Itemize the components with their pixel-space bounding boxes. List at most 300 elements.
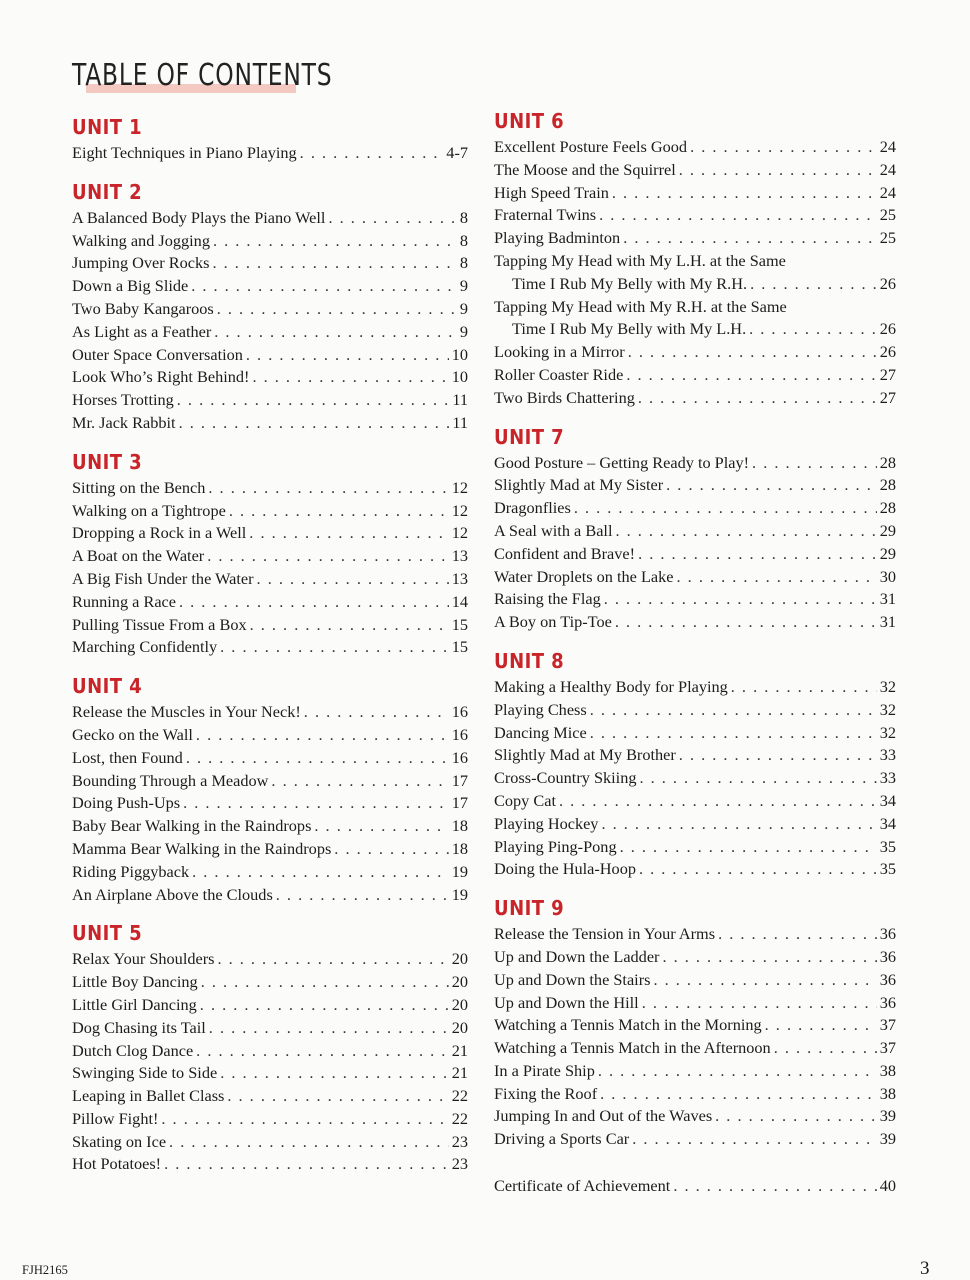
toc-entry[interactable] bbox=[494, 543, 896, 566]
toc-entry[interactable] bbox=[72, 298, 468, 321]
toc-entry-page: 18 bbox=[451, 838, 468, 858]
toc-entry-page: 34 bbox=[879, 813, 896, 833]
dot-leader bbox=[213, 230, 457, 253]
toc-left-column bbox=[72, 112, 468, 1188]
toc-entry[interactable] bbox=[72, 366, 468, 389]
toc-entry-page: 33 bbox=[879, 745, 896, 765]
unit-section bbox=[494, 106, 896, 410]
toc-entry-title: Up and Down the Ladder bbox=[494, 946, 660, 966]
dot-leader bbox=[217, 298, 457, 321]
toc-entry-title: A Balanced Body Plays the Piano Well bbox=[72, 207, 326, 227]
toc-entry-title: Doing Push-Ups bbox=[72, 793, 181, 813]
toc-entry-title: Playing Chess bbox=[494, 699, 587, 719]
toc-entry[interactable] bbox=[72, 568, 468, 591]
dot-leader bbox=[632, 1128, 877, 1151]
toc-entry[interactable] bbox=[72, 389, 468, 412]
toc-entry[interactable] bbox=[494, 836, 896, 859]
dot-leader bbox=[731, 676, 877, 699]
dot-leader bbox=[673, 1175, 876, 1198]
dot-leader bbox=[229, 500, 449, 523]
toc-entry-title: Jumping Over Rocks bbox=[72, 253, 210, 273]
toc-entry-title: Walking on a Tightrope bbox=[72, 500, 226, 520]
toc-entry[interactable] bbox=[72, 770, 468, 793]
dot-leader bbox=[690, 136, 877, 159]
toc-entry-title: Riding Piggyback bbox=[72, 861, 190, 881]
toc-entry[interactable] bbox=[494, 474, 896, 497]
toc-entry-page: 26 bbox=[879, 342, 896, 362]
certificate-title: Certificate of Achievement bbox=[494, 1176, 671, 1196]
toc-entry-page: 32 bbox=[879, 722, 896, 742]
dot-leader bbox=[207, 545, 448, 568]
toc-entry[interactable] bbox=[494, 204, 896, 227]
toc-entry[interactable] bbox=[494, 1128, 896, 1151]
toc-entry-title: Two Baby Kangaroos bbox=[72, 298, 214, 318]
toc-entry[interactable] bbox=[494, 767, 896, 790]
unit-section bbox=[72, 112, 468, 165]
dot-leader bbox=[679, 159, 877, 182]
toc-entry-page: 37 bbox=[879, 1038, 896, 1058]
dot-leader bbox=[212, 252, 456, 275]
toc-entry-page: 19 bbox=[451, 861, 468, 881]
dot-leader bbox=[217, 948, 448, 971]
toc-entry-page: 36 bbox=[879, 969, 896, 989]
dot-leader bbox=[314, 815, 448, 838]
dot-leader bbox=[220, 1062, 449, 1085]
toc-entry-title: Jumping In and Out of the Waves bbox=[494, 1106, 713, 1126]
toc-entry-page: 15 bbox=[451, 614, 468, 634]
dot-leader bbox=[639, 858, 877, 881]
toc-entry[interactable] bbox=[72, 1040, 468, 1063]
toc-entry[interactable] bbox=[72, 545, 468, 568]
toc-entry-page: 23 bbox=[451, 1154, 468, 1174]
dot-leader bbox=[601, 813, 876, 836]
toc-entry[interactable] bbox=[72, 207, 468, 230]
toc-entry[interactable] bbox=[72, 500, 468, 523]
catalog-code: FJH2165 bbox=[22, 1263, 68, 1277]
dot-leader bbox=[201, 971, 449, 994]
toc-entry[interactable] bbox=[494, 858, 896, 881]
toc-entry-title: Mamma Bear Walking in the Raindrops bbox=[72, 838, 332, 858]
toc-entry-title: Copy Cat bbox=[494, 790, 556, 810]
toc-entry-page: 33 bbox=[879, 768, 896, 788]
toc-entry-title: Hot Potatoes! bbox=[72, 1154, 162, 1174]
toc-entry-title: Eight Techniques in Piano Playing bbox=[72, 143, 297, 162]
toc-entry-page: 24 bbox=[879, 159, 896, 179]
toc-entry-title: Pillow Fight! bbox=[72, 1108, 159, 1128]
toc-entry[interactable] bbox=[72, 1108, 468, 1131]
toc-entry[interactable] bbox=[72, 591, 468, 614]
toc-entry-page: 8 bbox=[459, 253, 468, 273]
unit-heading: UNIT 8 bbox=[494, 648, 565, 673]
toc-entry-title: Little Boy Dancing bbox=[72, 972, 198, 992]
dot-leader bbox=[227, 1085, 448, 1108]
dot-leader bbox=[250, 614, 449, 637]
toc-entry[interactable] bbox=[72, 884, 468, 907]
dot-leader bbox=[638, 543, 877, 566]
toc-entry[interactable] bbox=[72, 1131, 468, 1154]
toc-entry[interactable] bbox=[494, 946, 896, 969]
dot-leader bbox=[600, 1083, 877, 1106]
toc-entry[interactable] bbox=[494, 136, 896, 159]
toc-entry-page: 16 bbox=[451, 724, 468, 744]
toc-entry[interactable] bbox=[494, 273, 896, 296]
toc-entry-page: 39 bbox=[879, 1106, 896, 1126]
toc-entry[interactable] bbox=[72, 344, 468, 367]
toc-entry[interactable] bbox=[494, 497, 896, 520]
dot-leader bbox=[183, 792, 449, 815]
dot-leader bbox=[765, 1014, 877, 1037]
toc-entry[interactable] bbox=[72, 1017, 468, 1040]
toc-entry-page: 18 bbox=[451, 816, 468, 836]
toc-entry-title: A Boy on Tip-Toe bbox=[494, 612, 612, 632]
unit-heading: UNIT 3 bbox=[72, 449, 143, 474]
toc-entry-page: 38 bbox=[879, 1060, 896, 1080]
toc-entry-title: Playing Badminton bbox=[494, 228, 621, 248]
toc-entry[interactable] bbox=[72, 838, 468, 861]
toc-entry-title: Up and Down the Hill bbox=[494, 992, 639, 1012]
dot-leader bbox=[192, 861, 449, 884]
toc-entry-title: Cross-Country Skiing bbox=[494, 768, 637, 788]
toc-entry-title: Dancing Mice bbox=[494, 722, 587, 742]
toc-entry-title: Walking and Jogging bbox=[72, 230, 210, 250]
unit-section bbox=[494, 893, 896, 1151]
toc-entry-title-line1: Tapping My Head with My R.H. at the Same bbox=[494, 296, 787, 316]
toc-entry-page: 17 bbox=[451, 770, 468, 790]
dot-leader bbox=[271, 770, 448, 793]
dot-leader bbox=[334, 838, 448, 861]
toc-entry-title: Dutch Clog Dance bbox=[72, 1040, 194, 1060]
toc-entry-page: 9 bbox=[459, 298, 468, 318]
page-number: 3 bbox=[920, 1258, 930, 1279]
dot-leader bbox=[304, 701, 449, 724]
toc-entry-page: 21 bbox=[451, 1063, 468, 1083]
toc-entry-title: Bounding Through a Meadow bbox=[72, 770, 269, 790]
toc-entry-page: 26 bbox=[879, 273, 896, 293]
dot-leader bbox=[196, 724, 449, 747]
page-title: TABLE OF CONTENTS bbox=[72, 58, 333, 93]
toc-entry[interactable] bbox=[72, 724, 468, 747]
toc-entry-title: Confident and Brave! bbox=[494, 543, 636, 563]
toc-entry-title: Pulling Tissue From a Box bbox=[72, 614, 247, 634]
dot-leader bbox=[666, 474, 877, 497]
toc-entry[interactable] bbox=[494, 676, 896, 699]
toc-entry-title: As Light as a Feather bbox=[72, 321, 212, 341]
toc-entry-title: Leaping in Ballet Class bbox=[72, 1086, 225, 1106]
toc-entry[interactable] bbox=[72, 1153, 468, 1176]
toc-entry-title: Relax Your Shoulders bbox=[72, 949, 215, 969]
unit-heading: UNIT 2 bbox=[72, 179, 143, 204]
toc-entry-page: 28 bbox=[879, 452, 896, 472]
toc-entry[interactable] bbox=[72, 948, 468, 971]
dot-leader bbox=[169, 1131, 449, 1154]
dot-leader bbox=[749, 318, 877, 341]
dot-leader bbox=[774, 1037, 877, 1060]
toc-entry-page: 23 bbox=[451, 1131, 468, 1151]
toc-entry-page: 12 bbox=[451, 500, 468, 520]
toc-entry[interactable] bbox=[494, 699, 896, 722]
toc-entry[interactable] bbox=[72, 142, 468, 165]
toc-entry-title: Good Posture – Getting Ready to Play! bbox=[494, 452, 750, 472]
toc-entry-title: Look Who’s Right Behind! bbox=[72, 367, 250, 387]
toc-entry-page: 15 bbox=[451, 637, 468, 657]
toc-entry-page: 31 bbox=[879, 589, 896, 609]
toc-entry-title: Watching a Tennis Match in the Afternoon bbox=[494, 1038, 771, 1058]
toc-entry[interactable] bbox=[72, 701, 468, 724]
toc-entry-page: 11 bbox=[452, 390, 468, 410]
toc-entry[interactable] bbox=[72, 477, 468, 500]
toc-entry[interactable] bbox=[494, 227, 896, 250]
dot-leader bbox=[209, 1017, 449, 1040]
toc-entry[interactable] bbox=[494, 969, 896, 992]
toc-entry[interactable] bbox=[72, 792, 468, 815]
toc-entry-title-line1: Tapping My Head with My L.H. at the Same bbox=[494, 250, 786, 270]
toc-entry[interactable] bbox=[494, 387, 896, 410]
toc-entry-title: Time I Rub My Belly with My R.H. bbox=[512, 273, 748, 293]
dot-leader bbox=[191, 275, 457, 298]
toc-entry[interactable] bbox=[494, 1037, 896, 1060]
toc-entry[interactable] bbox=[494, 992, 896, 1015]
dot-leader bbox=[249, 522, 448, 545]
toc-entry-page: 38 bbox=[879, 1083, 896, 1103]
toc-entry-title: Dog Chasing its Tail bbox=[72, 1017, 206, 1037]
unit-heading: UNIT 5 bbox=[72, 921, 143, 946]
toc-entry[interactable] bbox=[494, 1083, 896, 1106]
toc-entry[interactable] bbox=[72, 994, 468, 1017]
toc-entry[interactable] bbox=[72, 522, 468, 545]
dot-leader bbox=[179, 412, 450, 435]
toc-entry-page: 19 bbox=[451, 884, 468, 904]
dot-leader bbox=[677, 566, 877, 589]
toc-entry-title: Lost, then Found bbox=[72, 747, 183, 767]
unit-heading: UNIT 1 bbox=[72, 115, 143, 139]
toc-entry[interactable] bbox=[494, 1105, 896, 1128]
toc-entry-title: Baby Bear Walking in the Raindrops bbox=[72, 816, 312, 836]
toc-entry[interactable] bbox=[494, 744, 896, 767]
toc-right-column bbox=[494, 106, 896, 1198]
toc-entry[interactable] bbox=[72, 275, 468, 298]
toc-entry-title: Doing the Hula-Hoop bbox=[494, 859, 636, 879]
toc-entry-page: 36 bbox=[879, 924, 896, 944]
toc-entry-page: 8 bbox=[459, 230, 468, 250]
toc-entry-page: 29 bbox=[879, 543, 896, 563]
toc-entry-page: 20 bbox=[451, 972, 468, 992]
dot-leader bbox=[642, 992, 877, 1015]
toc-entry[interactable] bbox=[494, 341, 896, 364]
dot-leader bbox=[715, 1105, 877, 1128]
dot-leader bbox=[164, 1153, 449, 1176]
dot-leader bbox=[257, 568, 449, 591]
toc-entry-page: 12 bbox=[451, 523, 468, 543]
toc-entry-page: 35 bbox=[879, 836, 896, 856]
toc-entry-page: 32 bbox=[879, 676, 896, 696]
toc-entry-page: 9 bbox=[459, 276, 468, 296]
toc-entry[interactable] bbox=[494, 452, 896, 475]
toc-entry-title: Dragonflies bbox=[494, 498, 571, 518]
toc-entry[interactable] bbox=[494, 813, 896, 836]
toc-entry-title: Looking in a Mirror bbox=[494, 342, 625, 362]
dot-leader bbox=[196, 1040, 449, 1063]
toc-entry[interactable] bbox=[494, 318, 896, 341]
toc-entry-title: Driving a Sports Car bbox=[494, 1129, 630, 1149]
toc-entry[interactable] bbox=[494, 588, 896, 611]
certificate-entry[interactable] bbox=[494, 1175, 896, 1198]
toc-entry-title: Swinging Side to Side bbox=[72, 1063, 218, 1083]
toc-entry-title: A Seal with a Ball bbox=[494, 520, 613, 540]
toc-entry-title: The Moose and the Squirrel bbox=[494, 159, 676, 179]
toc-entry[interactable] bbox=[72, 971, 468, 994]
toc-entry[interactable] bbox=[494, 182, 896, 205]
certificate-page: 40 bbox=[879, 1176, 896, 1196]
unit-heading: UNIT 9 bbox=[494, 896, 565, 921]
dot-leader bbox=[300, 142, 444, 165]
dot-leader bbox=[598, 1060, 877, 1083]
toc-entry-title: Slightly Mad at My Brother bbox=[494, 745, 676, 765]
toc-entry-page: 27 bbox=[879, 387, 896, 407]
toc-entry[interactable] bbox=[494, 923, 896, 946]
toc-entry-title: Skating on Ice bbox=[72, 1131, 167, 1151]
toc-entry-title: Two Birds Chattering bbox=[494, 387, 635, 407]
toc-entry[interactable] bbox=[494, 611, 896, 634]
toc-entry-title: Marching Confidently bbox=[72, 637, 218, 657]
dot-leader bbox=[615, 611, 877, 634]
toc-entry[interactable] bbox=[72, 230, 468, 253]
toc-entry[interactable] bbox=[494, 1060, 896, 1083]
toc-entry[interactable] bbox=[72, 636, 468, 659]
toc-entry-page: 17 bbox=[451, 793, 468, 813]
dot-leader bbox=[328, 207, 456, 230]
toc-entry-title: A Big Fish Under the Water bbox=[72, 568, 254, 588]
toc-entry-page: 22 bbox=[451, 1108, 468, 1128]
toc-entry-title: Water Droplets on the Lake bbox=[494, 566, 674, 586]
toc-entry-title: Fixing the Roof bbox=[494, 1083, 598, 1103]
unit-section bbox=[72, 671, 468, 906]
dot-leader bbox=[679, 744, 877, 767]
dot-leader bbox=[604, 588, 877, 611]
toc-entry[interactable] bbox=[72, 747, 468, 770]
unit-section bbox=[494, 646, 896, 881]
toc-entry-title: Dropping a Rock in a Well bbox=[72, 523, 247, 543]
toc-entry-page: 30 bbox=[879, 566, 896, 586]
toc-entry-title: Raising the Flag bbox=[494, 589, 601, 609]
dot-leader bbox=[161, 1108, 448, 1131]
toc-entry[interactable] bbox=[494, 159, 896, 182]
toc-entry[interactable] bbox=[494, 1014, 896, 1037]
toc-entry-page: 14 bbox=[451, 591, 468, 611]
unit-section bbox=[494, 422, 896, 634]
toc-entry-page: 25 bbox=[879, 205, 896, 225]
dot-leader bbox=[214, 321, 457, 344]
toc-entry-page: 27 bbox=[879, 364, 896, 384]
toc-entry-title: Horses Trotting bbox=[72, 390, 174, 410]
dot-leader bbox=[276, 884, 449, 907]
toc-entry[interactable] bbox=[72, 614, 468, 637]
toc-entry-page: 25 bbox=[879, 228, 896, 248]
dot-leader bbox=[718, 923, 877, 946]
dot-leader bbox=[638, 387, 877, 410]
toc-entry-title: Sitting on the Bench bbox=[72, 477, 206, 497]
toc-entry-title: Down a Big Slide bbox=[72, 276, 189, 296]
dot-leader bbox=[559, 790, 877, 813]
toc-entry-title: A Boat on the Water bbox=[72, 546, 205, 566]
toc-entry-title: Watching a Tennis Match in the Morning bbox=[494, 1015, 762, 1035]
dot-leader bbox=[639, 767, 876, 790]
toc-entry-page: 36 bbox=[879, 946, 896, 966]
dot-leader bbox=[220, 636, 449, 659]
toc-entry-page: 36 bbox=[879, 992, 896, 1012]
toc-entry-title: Release the Tension in Your Arms bbox=[494, 924, 716, 944]
toc-entry-title: Roller Coaster Ride bbox=[494, 364, 624, 384]
toc-entry-title: Fraternal Twins bbox=[494, 205, 597, 225]
toc-entry-page: 24 bbox=[879, 182, 896, 202]
dot-leader bbox=[252, 366, 448, 389]
toc-entry-title: Little Girl Dancing bbox=[72, 994, 197, 1014]
toc-entry-page: 34 bbox=[879, 790, 896, 810]
toc-entry-page: 20 bbox=[451, 1017, 468, 1037]
toc-entry-title: Time I Rub My Belly with My L.H. bbox=[512, 319, 747, 339]
toc-entry-title: Gecko on the Wall bbox=[72, 724, 193, 744]
toc-entry[interactable] bbox=[72, 412, 468, 435]
dot-leader bbox=[200, 994, 449, 1017]
unit-section bbox=[72, 447, 468, 659]
dot-leader bbox=[623, 227, 877, 250]
toc-entry[interactable] bbox=[72, 321, 468, 344]
dot-leader bbox=[177, 389, 450, 412]
toc-entry[interactable] bbox=[72, 815, 468, 838]
toc-entry-page: 9 bbox=[459, 321, 468, 341]
unit-section bbox=[72, 177, 468, 435]
dot-leader bbox=[590, 699, 877, 722]
toc-entry-page: 28 bbox=[879, 498, 896, 518]
toc-entry-title: Playing Hockey bbox=[494, 813, 599, 833]
toc-entry-page: 16 bbox=[451, 747, 468, 767]
toc-entry-title: Playing Ping-Pong bbox=[494, 836, 617, 856]
toc-entry-page: 13 bbox=[451, 546, 468, 566]
toc-entry[interactable] bbox=[72, 252, 468, 275]
toc-entry[interactable] bbox=[72, 1062, 468, 1085]
toc-entry[interactable] bbox=[494, 520, 896, 543]
dot-leader bbox=[626, 364, 876, 387]
toc-entry-page: 20 bbox=[451, 994, 468, 1014]
toc-entry-page: 35 bbox=[879, 859, 896, 879]
dot-leader bbox=[615, 520, 876, 543]
toc-entry-page: 37 bbox=[879, 1015, 896, 1035]
toc-entry[interactable] bbox=[72, 861, 468, 884]
toc-entry-page: 4-7 bbox=[446, 143, 468, 162]
dot-leader bbox=[179, 591, 449, 614]
toc-entry[interactable] bbox=[494, 364, 896, 387]
toc-entry-page: 26 bbox=[879, 319, 896, 339]
unit-heading: UNIT 6 bbox=[494, 109, 565, 133]
dot-leader bbox=[612, 182, 877, 205]
toc-entry-title: An Airplane Above the Clouds bbox=[72, 884, 273, 904]
toc-entry-page: 13 bbox=[451, 568, 468, 588]
toc-entry-page: 39 bbox=[879, 1129, 896, 1149]
toc-entry-page: 24 bbox=[879, 137, 896, 156]
toc-entry-page: 8 bbox=[459, 207, 468, 227]
toc-entry[interactable] bbox=[494, 790, 896, 813]
toc-entry-title: High Speed Train bbox=[494, 182, 609, 202]
dot-leader bbox=[246, 344, 449, 367]
toc-entry-title: Up and Down the Stairs bbox=[494, 969, 651, 989]
toc-entry[interactable] bbox=[72, 1085, 468, 1108]
unit-section bbox=[72, 918, 468, 1176]
toc-entry[interactable] bbox=[494, 566, 896, 589]
dot-leader bbox=[599, 204, 877, 227]
toc-entry-title: Mr. Jack Rabbit bbox=[72, 412, 176, 432]
toc-entry-page: 28 bbox=[879, 475, 896, 495]
dot-leader bbox=[628, 341, 877, 364]
toc-entry[interactable] bbox=[494, 722, 896, 745]
